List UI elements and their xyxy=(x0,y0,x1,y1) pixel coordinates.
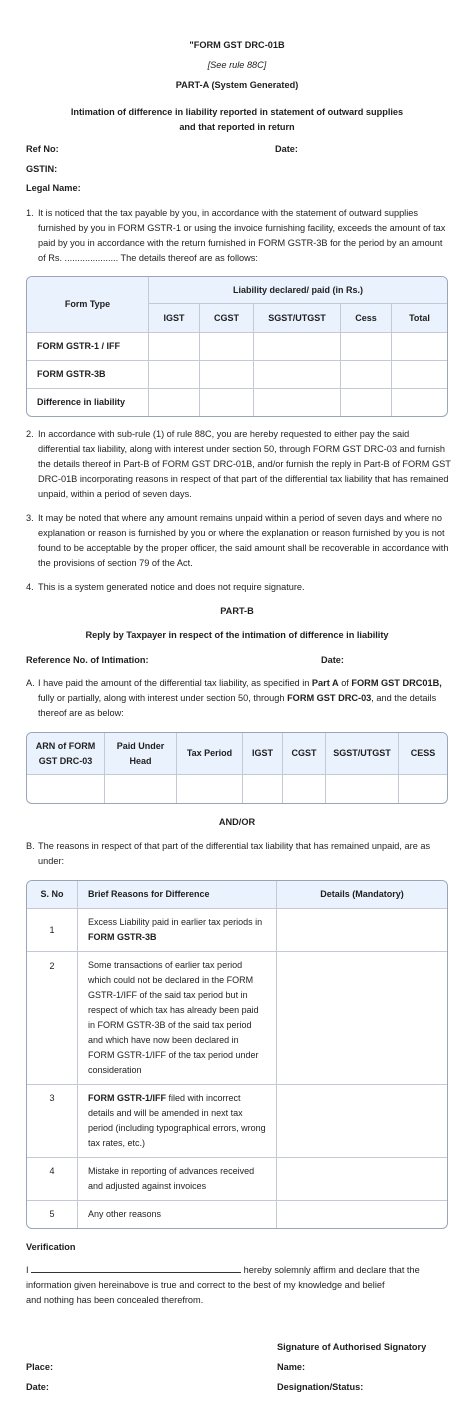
intimation-title-line1: Intimation of difference in liability reported in statement of outward supplies xyxy=(70,107,404,117)
ref-no-label: Ref No: xyxy=(26,144,59,154)
col-paid-under-head: Paid Under Head xyxy=(105,733,177,775)
reason-cell: Mistake in reporting of advances received and adjusted against invoices xyxy=(78,1158,277,1201)
col-sgst-utgst: SGST/UTGST xyxy=(254,304,341,333)
reason-cell: FORM GSTR-1/IFF filed with incorrect details and will be amended in next tax period (including typographical errors, wrong tax rates, etc.) xyxy=(78,1085,277,1158)
cell-input[interactable] xyxy=(392,389,447,416)
cell-input[interactable] xyxy=(399,775,447,803)
text-run-bold: FORM GST DRC01B, xyxy=(351,678,442,688)
signature-label: Signature of Authorised Signatory xyxy=(277,1342,427,1352)
verification-line3: and nothing has been concealed therefrom. xyxy=(26,1295,204,1305)
details-input[interactable] xyxy=(277,952,447,1085)
reason-cell: Any other reasons xyxy=(78,1201,277,1228)
col-arn: ARN of FORM GST DRC-03 xyxy=(27,733,105,775)
paragraph-number: 1. xyxy=(26,208,34,218)
cell-input[interactable] xyxy=(177,775,243,803)
paragraph-number: 4. xyxy=(26,582,34,592)
col-cgst: CGST xyxy=(200,304,254,333)
text-run: of xyxy=(338,678,352,688)
designation-label: Designation/Status: xyxy=(277,1382,364,1392)
table-row xyxy=(27,1201,447,1228)
cell-input[interactable] xyxy=(200,333,254,361)
table-row xyxy=(27,775,447,803)
place-label: Place: xyxy=(26,1362,54,1372)
table-row xyxy=(27,909,447,952)
paragraph-number: 2. xyxy=(26,429,34,439)
form-title: "FORM GST DRC-01B xyxy=(189,40,285,50)
paragraph-3 xyxy=(26,511,452,571)
col-sgst-utgst: SGST/UTGST xyxy=(326,733,399,775)
text-run: , and the details thereof are as below: xyxy=(38,693,437,718)
paragraph-4 xyxy=(26,580,452,595)
cell-input[interactable] xyxy=(243,775,283,803)
sno-cell: 4 xyxy=(27,1158,78,1201)
text-run-bold: FORM GST DRC-03 xyxy=(287,693,372,703)
name-blank-line[interactable] xyxy=(31,1263,241,1273)
table-row xyxy=(27,333,447,361)
cell-input[interactable] xyxy=(27,775,105,803)
text-run: I have paid the amount of the differential tax liability, as specified in xyxy=(38,678,312,688)
footer-date-label: Date: xyxy=(26,1382,49,1392)
cell-input[interactable] xyxy=(254,361,341,389)
col-details: Details (Mandatory) xyxy=(277,881,447,909)
paragraph-a xyxy=(26,676,452,721)
table-row xyxy=(27,952,447,1085)
col-cess: Cess xyxy=(341,304,392,333)
sno-cell: 3 xyxy=(27,1085,78,1158)
part-b-date-label: Date: xyxy=(321,655,344,665)
reason-cell: Some transactions of earlier tax period which could not be declared in the FORM GSTR-1/IFF of the said tax period but in respect of which tax has already been paid in FORM GSTR-3B of the said tax period and which have now been declared in FORM GSTR-1/IFF of the tax period under consideration xyxy=(78,952,277,1085)
row-label-gstr1: FORM GSTR-1 / IFF xyxy=(27,333,149,361)
col-sno: S. No xyxy=(27,881,78,909)
reason-cell: Excess Liability paid in earlier tax periods in FORM GSTR-3B xyxy=(78,909,277,952)
gstin-label: GSTIN: xyxy=(26,164,58,174)
cell-input[interactable] xyxy=(341,389,392,416)
col-cgst: CGST xyxy=(283,733,326,775)
paragraph-1 xyxy=(26,206,452,266)
sno-cell: 1 xyxy=(27,909,78,952)
text-run: fully or partially, along with interest under section 50, through xyxy=(38,693,288,703)
cell-input[interactable] xyxy=(392,361,447,389)
and-or-label: AND/OR xyxy=(218,817,256,827)
table-row xyxy=(27,1158,447,1201)
text-run-bold: Part A xyxy=(311,678,339,688)
paragraph-letter: B. xyxy=(26,841,35,851)
part-b-title: PART-B xyxy=(220,606,254,616)
col-brief-reasons: Brief Reasons for Difference xyxy=(78,881,277,909)
form-type-header: Form Type xyxy=(27,277,149,333)
paragraph-number: 3. xyxy=(26,513,34,523)
details-input[interactable] xyxy=(277,909,447,952)
paragraph-text: In accordance with sub-rule (1) of rule 88C, you are hereby requested to either pay the said differential tax liability, along with interest under section 50, through FORM GST DRC-03 and furnish the details thereof in Part-B of FORM GST DRC-01B, and/or furnish the reply in Part-B of FORM GST DRC-01B incorporating reasons in respect of that part of the differential tax liability that has remained unpaid, within a period of seven days. xyxy=(38,429,451,499)
intimation-title-line2: and that reported in return xyxy=(179,122,295,132)
verification-line2: information given hereinabove is true and correct to the best of my knowledge and belief xyxy=(26,1280,385,1290)
paragraph-text: This is a system generated notice and does not require signature. xyxy=(38,582,305,592)
text-run: I xyxy=(26,1265,29,1275)
part-a-title: PART-A (System Generated) xyxy=(175,80,299,90)
table-row xyxy=(27,389,447,416)
col-cess: CESS xyxy=(399,733,447,775)
row-label-difference: Difference in liability xyxy=(27,389,149,416)
cell-input[interactable] xyxy=(341,361,392,389)
part-b-subtitle: Reply by Taxpayer in respect of the intimation of difference in liability xyxy=(85,630,389,640)
cell-input[interactable] xyxy=(200,361,254,389)
reasons-table xyxy=(26,880,448,1229)
col-igst: IGST xyxy=(243,733,283,775)
payment-details-table xyxy=(26,732,448,804)
details-input[interactable] xyxy=(277,1158,447,1201)
cell-input[interactable] xyxy=(283,775,326,803)
row-label-gstr3b: FORM GSTR-3B xyxy=(27,361,149,389)
paragraph-text: It is noticed that the tax payable by you, in accordance with the statement of outward supplies furnished by you in FORM GSTR-1 or using the invoice furnishing facility, exceeds the amount of tax paid by you in accordance with the return furnished in FORM GSTR-3B for the period by an amount of Rs. ..................... The details thereof are as follows: xyxy=(38,208,446,263)
ref-intimation-label: Reference No. of Intimation: xyxy=(26,655,149,665)
paragraph-letter: A. xyxy=(26,678,35,688)
table-row xyxy=(27,1085,447,1158)
paragraph-text: The reasons in respect of that part of the differential tax liability that has remained unpaid, are as under: xyxy=(38,841,431,866)
text-run: hereby solemnly affirm and declare that the xyxy=(241,1265,420,1275)
paragraph-text: It may be noted that where any amount remains unpaid within a period of seven days and where no explanation or reason is furnished by you or where the explanation or reason furnished by you is not found to be acceptable by the proper officer, the said amount shall be recoverable in accordance with the provisions of section 79 of the Act. xyxy=(38,513,449,568)
cell-input[interactable] xyxy=(149,361,200,389)
sno-cell: 2 xyxy=(27,952,78,1085)
date-label: Date: xyxy=(275,144,298,154)
paragraph-b xyxy=(26,839,452,869)
cell-input[interactable] xyxy=(200,389,254,416)
col-tax-period: Tax Period xyxy=(177,733,243,775)
cell-input[interactable] xyxy=(149,333,200,361)
liability-table xyxy=(26,276,448,417)
verification-line1 xyxy=(26,1263,420,1278)
details-input[interactable] xyxy=(277,1085,447,1158)
cell-input[interactable] xyxy=(149,389,200,416)
cell-input[interactable] xyxy=(254,333,341,361)
liability-header: Liability declared/ paid (in Rs.) xyxy=(149,277,447,304)
sno-cell: 5 xyxy=(27,1201,78,1228)
col-igst: IGST xyxy=(149,304,200,333)
cell-input[interactable] xyxy=(254,389,341,416)
col-total: Total xyxy=(392,304,447,333)
paragraph-2 xyxy=(26,427,452,502)
cell-input[interactable] xyxy=(105,775,177,803)
table-row xyxy=(27,361,447,389)
cell-input[interactable] xyxy=(341,333,392,361)
cell-input[interactable] xyxy=(326,775,399,803)
paragraph-text xyxy=(38,676,452,721)
rule-reference: [See rule 88C] xyxy=(207,60,267,70)
name-label: Name: xyxy=(277,1362,306,1372)
cell-input[interactable] xyxy=(392,333,447,361)
legal-name-label: Legal Name: xyxy=(26,183,81,193)
verification-title: Verification xyxy=(26,1242,76,1252)
details-input[interactable] xyxy=(277,1201,447,1228)
